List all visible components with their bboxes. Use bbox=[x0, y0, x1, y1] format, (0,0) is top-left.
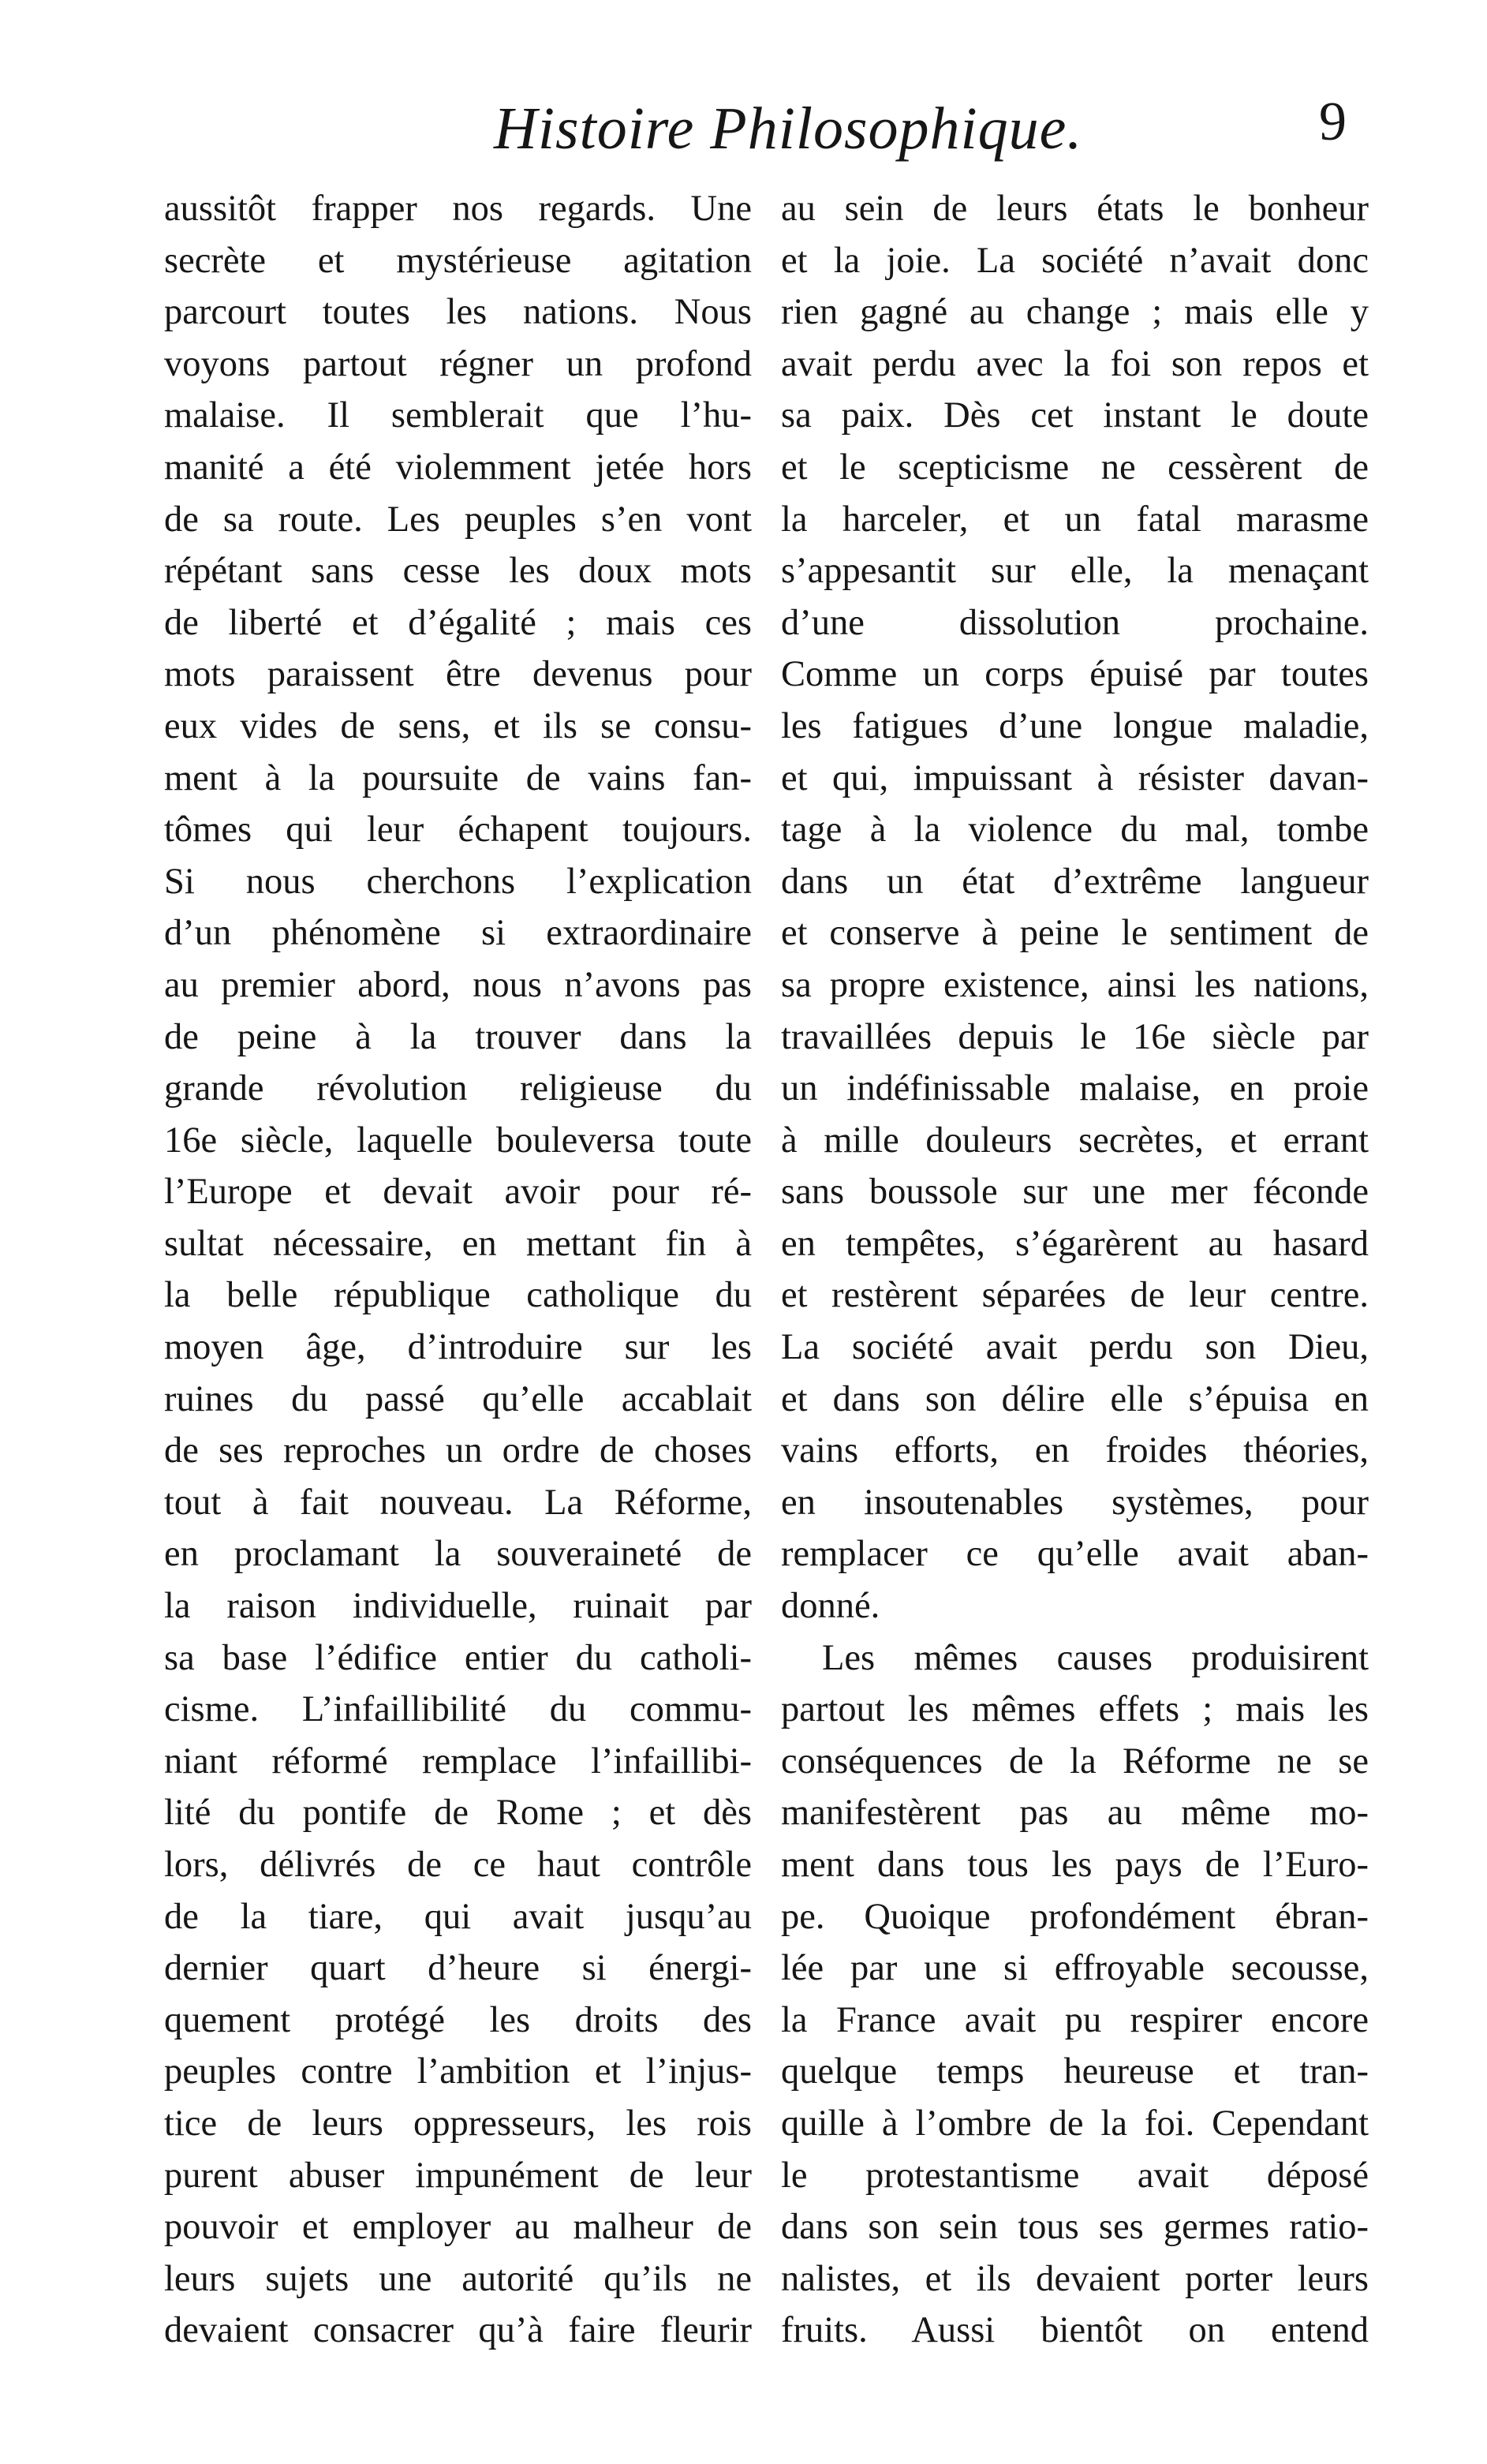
text-line: un indéfinissable malaise, en proie bbox=[781, 1068, 1369, 1109]
text-line: fruits. Aussi bientôt on entend bbox=[781, 2310, 1369, 2351]
text-line: et dans son délire elle s’épuisa en bbox=[781, 1378, 1369, 1419]
text-line: et qui, impuissant à résister davan- bbox=[781, 757, 1369, 798]
text-line: ruines du passé qu’elle accablait bbox=[164, 1378, 752, 1419]
text-line: en insoutenables systèmes, pour bbox=[781, 1482, 1369, 1523]
text-line: en tempêtes, s’égarèrent au hasard bbox=[781, 1223, 1369, 1264]
text-line: La société avait perdu son Dieu, bbox=[781, 1327, 1369, 1368]
text-line: voyons partout régner un profond bbox=[164, 343, 752, 384]
text-line: le protestantisme avait déposé bbox=[781, 2155, 1369, 2196]
text-line: au sein de leurs états le bonheur bbox=[781, 189, 1369, 229]
text-line: nalistes, et ils devaient porter leurs bbox=[781, 2258, 1369, 2299]
text-line: de la tiare, qui avait jusqu’au bbox=[164, 1896, 752, 1937]
text-line: devaient consacrer qu’à faire fleurir bbox=[164, 2310, 752, 2351]
text-line: quement protégé les droits des bbox=[164, 1999, 752, 2040]
text-line: partout les mêmes effets ; mais les bbox=[781, 1689, 1369, 1730]
text-line: grande révolution religieuse du bbox=[164, 1068, 752, 1109]
text-line: à mille douleurs secrètes, et errant bbox=[781, 1120, 1369, 1161]
text-line: sultat nécessaire, en mettant fin à bbox=[164, 1223, 752, 1264]
text-line: sans boussole sur une mer féconde bbox=[781, 1172, 1369, 1213]
text-line: quille à l’ombre de la foi. Cependant bbox=[781, 2103, 1369, 2144]
text-line: pouvoir et employer au malheur de bbox=[164, 2207, 752, 2248]
text-line: rien gagné au change ; mais elle y bbox=[781, 292, 1369, 333]
text-line: cisme. L’infaillibilité du commu- bbox=[164, 1689, 752, 1730]
text-line: d’un phénomène si extraordinaire bbox=[164, 913, 752, 954]
text-line: les fatigues d’une longue maladie, bbox=[781, 705, 1369, 746]
text-line: donné. bbox=[781, 1586, 880, 1627]
text-line: ment dans tous les pays de l’Euro- bbox=[781, 1845, 1369, 1885]
text-line: niant réformé remplace l’infaillibi- bbox=[164, 1741, 752, 1782]
text-line: lors, délivrés de ce haut contrôle bbox=[164, 1845, 752, 1885]
text-line: lité du pontife de Rome ; et dès bbox=[164, 1793, 752, 1834]
text-line: la France avait pu respirer encore bbox=[781, 1999, 1369, 2040]
text-line: de liberté et d’égalité ; mais ces bbox=[164, 602, 752, 643]
page-number: 9 bbox=[1319, 92, 1347, 152]
text-line: et le scepticisme ne cessèrent de bbox=[781, 447, 1369, 488]
text-line: tômes qui leur échapent toujours. bbox=[164, 809, 752, 851]
text-line: remplacer ce qu’elle avait aban- bbox=[781, 1534, 1369, 1575]
text-line: au premier abord, nous n’avons pas bbox=[164, 964, 752, 1005]
text-line: 16e siècle, laquelle bouleversa toute bbox=[164, 1120, 752, 1161]
text-line: vains efforts, en froides théories, bbox=[781, 1430, 1369, 1471]
text-line: conséquences de la Réforme ne se bbox=[781, 1741, 1369, 1782]
running-title: Histoire Philosophique. bbox=[494, 95, 1083, 162]
text-line: secrète et mystérieuse agitation bbox=[164, 240, 752, 281]
text-line: aussitôt frapper nos regards. Une bbox=[164, 189, 752, 229]
text-line: quelque temps heureuse et tran- bbox=[781, 2051, 1369, 2092]
text-line: pe. Quoique profondément ébran- bbox=[781, 1896, 1369, 1937]
text-line: Les mêmes causes produisirent bbox=[822, 1637, 1369, 1678]
text-line: peuples contre l’ambition et l’injus- bbox=[164, 2051, 752, 2092]
text-line: de ses reproches un ordre de choses bbox=[164, 1430, 752, 1471]
text-line: et conserve à peine le sentiment de bbox=[781, 913, 1369, 954]
text-line: dans un état d’extrême langueur bbox=[781, 861, 1369, 902]
text-line: mots paraissent être devenus pour bbox=[164, 654, 752, 695]
right-column bbox=[781, 183, 1369, 2357]
text-line: la belle république catholique du bbox=[164, 1275, 752, 1316]
text-line: manifestèrent pas au même mo- bbox=[781, 1793, 1369, 1834]
text-line: lée par une si effroyable secousse, bbox=[781, 1948, 1369, 1989]
text-line: sa base l’édifice entier du catholi- bbox=[164, 1637, 752, 1678]
text-line: tice de leurs oppresseurs, les rois bbox=[164, 2103, 752, 2144]
text-line: de sa route. Les peuples s’en vont bbox=[164, 499, 752, 540]
text-line: malaise. Il semblerait que l’hu- bbox=[164, 395, 752, 436]
text-line: sa propre existence, ainsi les nations, bbox=[781, 964, 1369, 1005]
text-line: s’appesantit sur elle, la menaçant bbox=[781, 551, 1369, 592]
text-line: Si nous cherchons l’explication bbox=[164, 861, 752, 902]
text-line: la raison individuelle, ruinait par bbox=[164, 1586, 752, 1627]
text-line: de peine à la trouver dans la bbox=[164, 1016, 752, 1057]
text-line: et restèrent séparées de leur centre. bbox=[781, 1275, 1369, 1316]
text-line: dernier quart d’heure si énergi- bbox=[164, 1948, 752, 1989]
left-column bbox=[164, 183, 752, 2357]
text-line: dans son sein tous ses germes ratio- bbox=[781, 2207, 1369, 2248]
text-line: l’Europe et devait avoir pour ré- bbox=[164, 1172, 752, 1213]
text-line: tout à fait nouveau. La Réforme, bbox=[164, 1482, 752, 1523]
text-line: manité a été violemment jetée hors bbox=[164, 447, 752, 488]
text-line: purent abuser impunément de leur bbox=[164, 2155, 752, 2196]
text-line: moyen âge, d’introduire sur les bbox=[164, 1327, 752, 1368]
page-header bbox=[0, 85, 1487, 172]
text-line: avait perdu avec la foi son repos et bbox=[781, 343, 1369, 384]
text-line: travaillées depuis le 16e siècle par bbox=[781, 1016, 1369, 1057]
text-line: la harceler, et un fatal marasme bbox=[781, 499, 1369, 540]
text-line: eux vides de sens, et ils se consu- bbox=[164, 705, 752, 746]
text-line: leurs sujets une autorité qu’ils ne bbox=[164, 2258, 752, 2299]
text-line: et la joie. La société n’avait donc bbox=[781, 240, 1369, 281]
text-line: parcourt toutes les nations. Nous bbox=[164, 292, 752, 333]
text-line: ment à la poursuite de vains fan- bbox=[164, 757, 752, 798]
text-line: sa paix. Dès cet instant le doute bbox=[781, 395, 1369, 436]
text-line: en proclamant la souveraineté de bbox=[164, 1534, 752, 1575]
text-line: répétant sans cesse les doux mots bbox=[164, 551, 752, 592]
text-line: d’une dissolution prochaine. bbox=[781, 602, 1369, 643]
text-line: tage à la violence du mal, tombe bbox=[781, 809, 1369, 851]
text-line: Comme un corps épuisé par toutes bbox=[781, 654, 1369, 695]
